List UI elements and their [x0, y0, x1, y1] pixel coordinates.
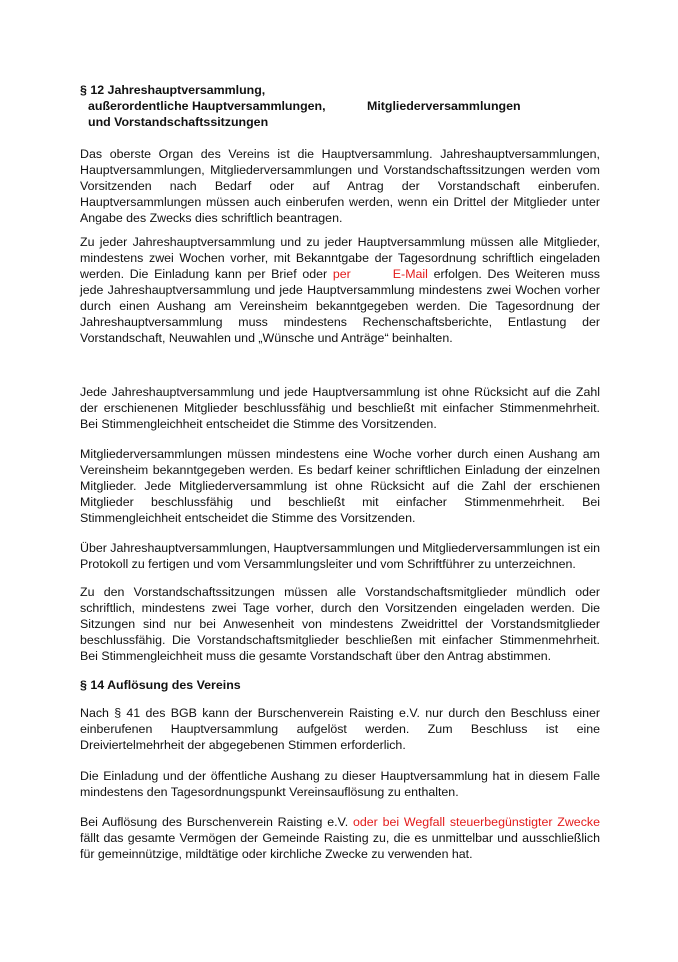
invitation-red-email: E-Mail — [392, 267, 428, 281]
paragraph-organ: Das oberste Organ des Vereins ist die Hauptversammlung. Jahreshauptversammlungen, Hauptversammlungen, Mitgliederversammlungen und Vorstandschaftssitzungen werden vom Vorsitzenden nach Bedarf oder auf Antrag der Vorstandschaft einberufen. Hauptversammlungen müssen auch einberufen werden, wenn ein Drittel der Mitglieder unter Angabe des Zwecks dies schriftlich beantragen. — [80, 147, 600, 225]
invitation-red-per: per — [332, 267, 351, 281]
section-12-title-line-2: außerordentliche Hauptversammlungen, — [88, 99, 326, 113]
paragraph-member-meetings: Mitgliederversammlungen müssen mindestens eine Woche vorher durch einen Aushang am Vereinsheim bekanntgegeben werden. Es bedarf keiner schriftlichen Einladung der einzelnen Mitglieder. Jede Mitgliederversammlung ist ohne Rücksicht auf die Zahl der erschienen Mitglieder beschlussfähig und beschließt mit einfacher Stimmenmehrheit. Bei Stimmengleichheit entscheidet die Stimme des Vorsitzenden. — [80, 447, 600, 525]
invitation-text-b: erfolgen. Des Weiteren muss jede Jahreshauptversammlung und jede Hauptversammlung mindestens zwei Wochen vorher durch einen Aushang am Vereinsheim bekanntgegeben werden. Die Tagesordnung der Jahreshauptversammlung muss mindestens Rechenschaftsberichte, Entlastung der Vorstandschaft, Neuwahlen und „Wünsche und Anträge“ beinhalten. — [80, 267, 600, 345]
assets-red-text: oder bei Wegfall steuerbegünstigter Zwecke — [352, 815, 600, 829]
section-12-title-line-3: und Vorstandschaftssitzungen — [88, 115, 269, 129]
paragraph-assets — [80, 814, 600, 862]
section-14-heading: § 14 Auflösung des Vereins — [80, 678, 241, 692]
paragraph-dissolution: Nach § 41 des BGB kann der Burschenverein Raisting e.V. nur durch den Beschluss einer einberufenen Hauptversammlung aufgelöst werden. Zum Beschluss ist eine Dreiviertelmehrheit der abgegebenen Stimmen erforderlich. — [80, 706, 600, 752]
paragraph-protocol: Über Jahreshauptversammlungen, Hauptversammlungen und Mitgliederversammlungen ist ein Protokoll zu fertigen und vom Versammlungsleiter und vom Schriftführer zu unterzeichnen. — [80, 541, 600, 571]
invitation-text-a: Zu jeder Jahreshauptversammlung und zu jeder Hauptversammlung müssen alle Mitglieder, mindestens zwei Wochen vorher, mit Bekanntgabe der Tagesordnung schriftlich eingeladen werden. Die Einladung kann per Brief oder — [80, 235, 600, 281]
paragraph-board-meetings: Zu den Vorstandschaftssitzungen müssen alle Vorstandschaftsmitglieder mündlich oder schriftlich, mindestens zwei Tage vorher, durch den Vorsitzenden eingeladen werden. Die Sitzungen sind nur bei Anwesenheit von mindestens Zweidrittel der Vorstandsmitglieder beschlussfähig. Die Vorstandschaftsmitglieder beschließen mit einfacher Stimmenmehrheit. Bei Stimmengleichheit muss die gesamte Vorstandschaft über den Antrag abstimmen. — [80, 585, 600, 663]
section-12-title-line-1: § 12 Jahreshauptversammlung, — [80, 83, 266, 97]
paragraph-dissolution-invitation: Die Einladung und der öffentliche Aushang zu dieser Hauptversammlung hat in diesem Falle mindestens den Tagesordnungspunkt Vereinsauflösung zu enthalten. — [80, 769, 600, 799]
section-12-title-line-2b: Mitgliederversammlungen — [367, 99, 521, 113]
section-12-heading — [80, 82, 600, 132]
assets-text-a: Bei Auflösung des Burschenverein Raisting e.V. — [80, 815, 353, 829]
paragraph-invitation — [80, 234, 600, 346]
assets-text-b: fällt das gesamte Vermögen der Gemeinde Raisting zu, die es unmittelbar und ausschließlich für gemeinnützige, mildtätige oder kirchliche Zwecke zu verwenden hat. — [80, 831, 600, 861]
paragraph-quorum: Jede Jahreshauptversammlung und jede Hauptversammlung ist ohne Rücksicht auf die Zahl der erschienenen Mitglieder beschlussfähig und beschließt mit einfacher Stimmenmehrheit. Bei Stimmengleichheit entscheidet die Stimme des Vorsitzenden. — [80, 385, 600, 431]
